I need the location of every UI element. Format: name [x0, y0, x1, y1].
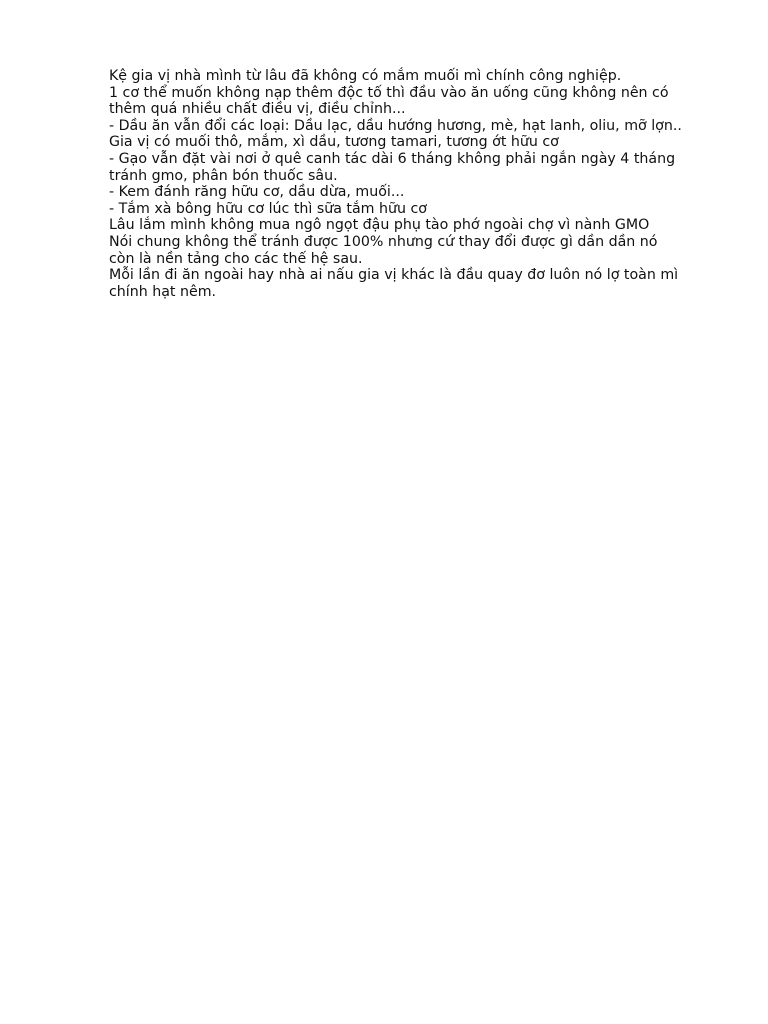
text-line: Lâu lắm mình không mua ngô ngọt đậu phụ tào phớ ngoài chợ vì nành GMO — [109, 217, 650, 234]
document-body-text — [109, 68, 709, 300]
text-line: - Kem đánh răng hữu cơ, dầu dừa, muối... — [109, 184, 405, 201]
text-line: tránh gmo, phân bón thuốc sâu. — [109, 167, 338, 184]
text-line: Kệ gia vị nhà mình từ lâu đã không có mắm muối mì chính công nghiệp. — [109, 68, 622, 84]
text-line: chính hạt nêm. — [109, 283, 217, 300]
text-line: Gia vị có muối thô, mắm, xì dầu, tương tamari, tương ớt hữu cơ — [109, 134, 559, 151]
text-line: - Dầu ăn vẫn đổi các loại: Dầu lạc, dầu hướng hương, mè, hạt lanh, oliu, mỡ lợn.. — [109, 117, 682, 134]
text-line: thêm quá nhiều chất điều vị, điều chỉnh... — [109, 101, 406, 118]
text-line: - Gạo vẫn đặt vài nơi ở quê canh tác dài 6 tháng không phải ngắn ngày 4 tháng — [109, 150, 676, 167]
text-line: còn là nền tảng cho các thế hệ sau. — [109, 250, 363, 267]
text-line: 1 cơ thể muốn không nạp thêm độc tố thì đầu vào ăn uống cũng không nên có — [109, 84, 669, 101]
text-line: - Tắm xà bông hữu cơ lúc thì sữa tắm hữu cơ — [109, 200, 427, 217]
text-line: Mỗi lần đi ăn ngoài hay nhà ai nấu gia vị khác là đầu quay đơ luôn nó lợ toàn mì — [109, 267, 679, 284]
text-line: Nói chung không thể tránh được 100% nhưng cứ thay đổi được gì dần dần nó — [109, 233, 658, 250]
